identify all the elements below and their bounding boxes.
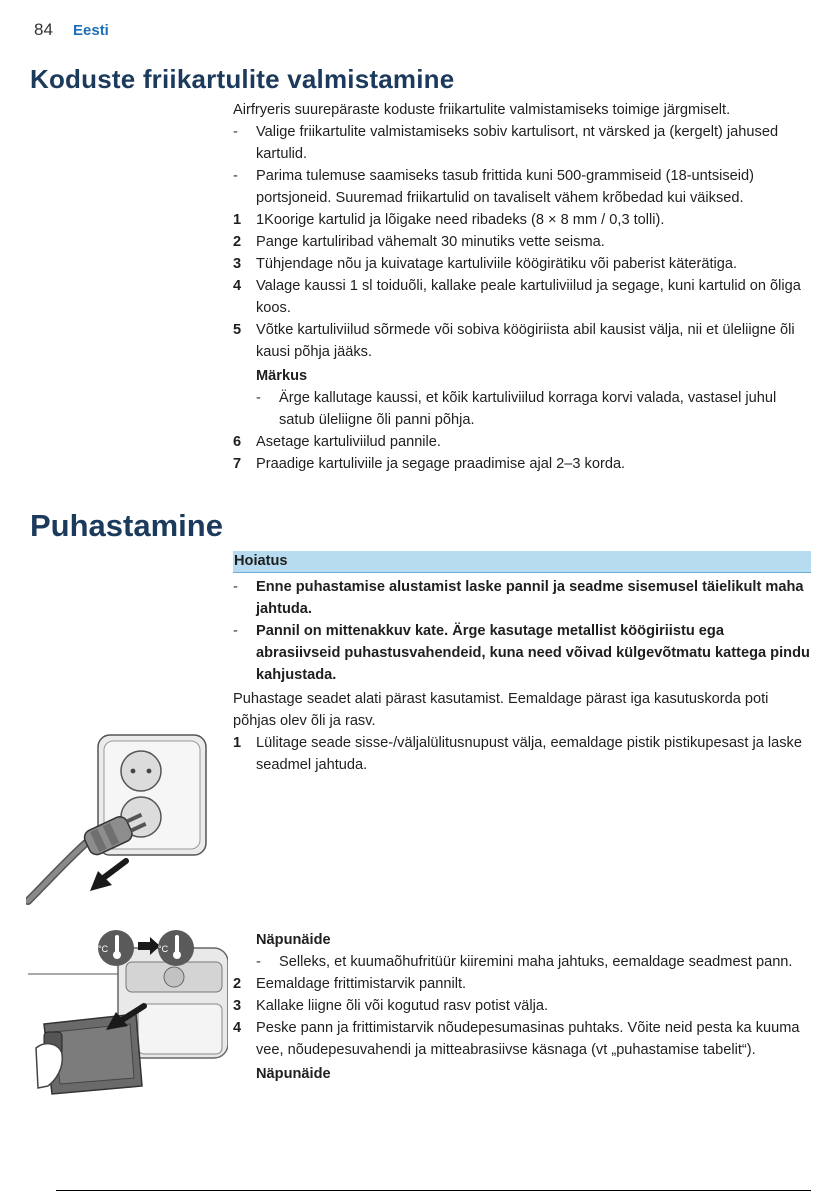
arrow-icon (102, 861, 126, 879)
step-item (233, 319, 811, 363)
tip-title-2: Näpunäide (256, 1066, 331, 1082)
step-number: 2 (233, 976, 242, 992)
step-item (233, 431, 811, 453)
fries-intro: Airfryeris suurepäraste koduste friikartulite valmistamiseks toimige järgmiselt. (233, 102, 731, 118)
step-number: 3 (233, 256, 242, 272)
fries-bullet-0: Valige friikartulite valmistamiseks sobiv kartulisort, nt värsked ja (kergelt) jahused kartulid. (256, 124, 779, 162)
step-item (233, 253, 811, 275)
cleaning-intro: Puhastage seadet alati pärast kasutamist. Eemaldage pärast iga kasutuskorda poti põhjas olev õli ja rasv. (233, 691, 769, 729)
step-number: 2 (233, 234, 242, 250)
step-text: Kallake liigne õli või kogutud rasv potist välja. (256, 998, 549, 1014)
page-number: 84 (34, 20, 53, 39)
fries-content (233, 99, 811, 475)
step-item (233, 275, 811, 319)
step-text: Praadige kartuliviile ja segage praadimise ajal 2–3 korda. (256, 456, 626, 472)
step-number: 4 (233, 278, 242, 294)
step-text: Eemaldage frittimistarvik pannilt. (256, 976, 467, 992)
step-text: Tühjendage nõu ja kuivatage kartuliviile köögirätiku või paberist käterätiga. (256, 256, 738, 272)
step-item (233, 231, 811, 253)
bullet-dash: - (233, 623, 238, 639)
step-text: Asetage kartuliviilud pannile. (256, 434, 441, 450)
tip-title: Näpunäide (256, 932, 331, 948)
section-title-fries: Koduste friikartulite valmistamine (30, 64, 455, 94)
step-text: Pange kartuliribad vähemalt 30 minutiks vette seisma. (256, 234, 605, 250)
socket-outlet-top (121, 751, 161, 791)
cleaning-content-2 (233, 929, 811, 1085)
step-text: Lülitage seade sisse-/väljalülitusnupust välja, eemaldage pistik pistikupesast ja laske seadmel jahtuda. (256, 735, 802, 773)
step-item (233, 453, 811, 475)
thermometer-icon-right (158, 930, 194, 966)
list-item (233, 576, 811, 620)
step-item (233, 1017, 811, 1061)
step-item (233, 995, 811, 1017)
fries-bullet-1: Parima tulemuse saamiseks tasub frittida kuni 500-grammiseid (18-untsiseid) portsjoneid. Suuremad friikartulid on tavaliselt vähem krõbedad kui väiksed. (256, 168, 755, 206)
list-item (233, 620, 811, 686)
step-number: 4 (233, 1020, 242, 1036)
bullet-dash: - (233, 124, 238, 140)
step-text: 1Koorige kartulid ja lõigake need ribadeks (8 × 8 mm / 0,3 tolli). (256, 212, 665, 228)
pan-removal-illustration (26, 928, 228, 1098)
warning-bar: Hoiatus (233, 551, 811, 573)
language-label: Eesti (73, 22, 109, 39)
tip-bullet: Selleks, et kuumaõhufritüür kiiremini maha jahtuks, eemaldage seadmest pann. (279, 954, 793, 970)
bullet-dash: - (233, 168, 238, 184)
step-text: Võtke kartuliviilud sõrmede või sobiva köögiriista abil kausist välja, nii et üleliigne õli kausi põhja jääks. (256, 322, 795, 360)
bullet-dash: - (233, 579, 238, 595)
bullet-dash: - (256, 390, 261, 406)
list-item (256, 387, 811, 431)
list-item (256, 951, 811, 973)
step-number: 1 (233, 212, 242, 228)
tip-block (233, 929, 811, 973)
list-item (233, 121, 811, 165)
thermometer-icon-left (98, 930, 134, 966)
step-text: Peske pann ja frittimistarvik nõudepesumasinas puhtaks. Võite neid pesta ka kuuma vee, nõudepesuvahendi ja mitteabrasiivse käsnaga (vt „puhastamise tabelit“). (256, 1020, 800, 1058)
step-number: 6 (233, 434, 242, 450)
temp-label-right: °C (158, 944, 169, 954)
note-block (233, 365, 811, 431)
warning-0: Enne puhastamise alustamist laske pannil ja seadme sisemusel täielikult maha jahtuda. (256, 579, 804, 617)
bullet-dash: - (256, 954, 261, 970)
step-number: 1 (233, 735, 242, 751)
step-item (233, 209, 811, 231)
note-bullet: Ärge kallutage kaussi, et kõik kartuliviilud korraga korvi valada, vastasel juhul satub üleliigne õli panni põhja. (279, 390, 777, 428)
warning-1: Pannil on mittenakkuv kate. Ärge kasutage metallist köögiriistu ega abrasiivseid puhastusvahendeid, kuna need võivad külgevõtmatu kattega pindu kahjustada. (256, 623, 810, 683)
step-text: Valage kaussi 1 sl toiduõli, kallake peale kartuliviilud ja segage, kuni kartulid on õliga koos. (256, 278, 801, 316)
step-item (233, 732, 811, 776)
list-item (233, 165, 811, 209)
step-number: 5 (233, 322, 242, 338)
section-title-cleaning: Puhastamine (30, 508, 223, 543)
step-number: 3 (233, 998, 242, 1014)
unplug-illustration (26, 733, 226, 905)
step-item (233, 973, 811, 995)
temp-label-left: °C (98, 944, 109, 954)
cleaning-content (233, 551, 811, 776)
step-number: 7 (233, 456, 242, 472)
note-title: Märkus (256, 368, 308, 384)
